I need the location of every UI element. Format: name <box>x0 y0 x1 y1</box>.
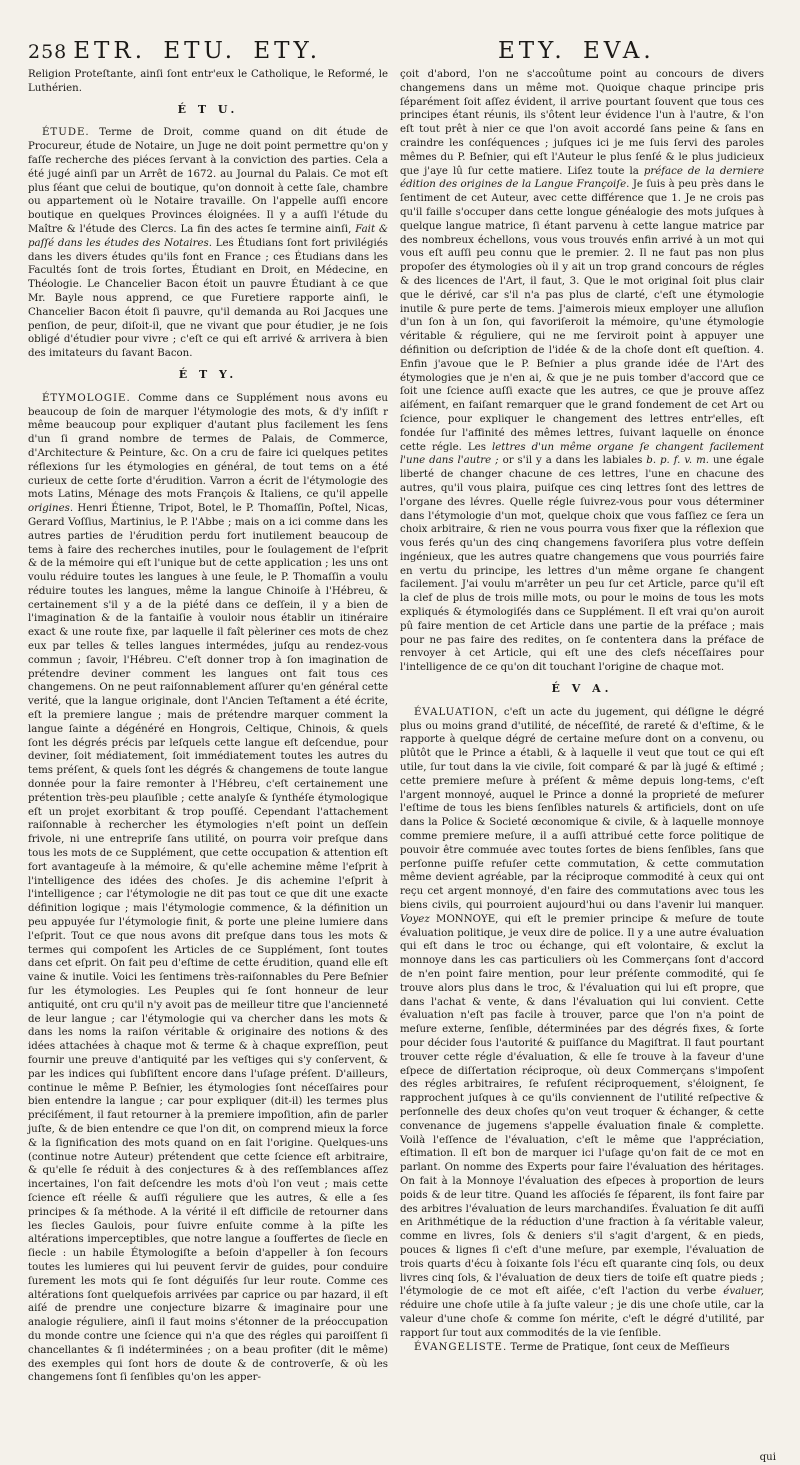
entry-evangeliste <box>400 1341 764 1355</box>
etude-italic: Fait & paſſé dans les études des Notaires. <box>28 223 388 249</box>
etymologie-continuation <box>400 68 764 675</box>
entry-evaluation <box>400 706 764 1341</box>
etymologie-italic: origines. <box>28 503 74 515</box>
entry-term-evangeliste: ÉVANGELISTE. <box>414 1341 508 1353</box>
continuation-text-d: une égale liberté de changer chacune de ces lettres, l'une en chacune des autres, qu'il vous plaira, puiſque ces cinq lettres ſont des lettres de l'organe des lévres. Quelle régle ſuivrez-vous pour vous déterminer dans l'étymologie d'un mot, quelque choix que vous faſſiez ce ſera un choix arbitraire, & rien ne vous pourra vous fixer que la réflexion que vous ferés qu'un des cinq changemens favoriſera plus votre deſſein ingénieux, que les autres quatre changemens que vous pourriés faire en vertu du principe, les lettres d'un même organe ſe changent facilement. J'ai voulu m'arrêter un peu ſur cet Article, parce qu'il eſt la clef de plus de trois mille mots, ou pour le moins de tous les mots expliqués & étymologiſés dans ce Supplément. Il eſt vrai qu'on auroit pû faire mention de cet Article dans une partie de la préface ; mais pour ne pas faire des redites, on ſe contentera dans la préface de renvoyer à cet Article, qui eſt une des clefs néceſſaires pour l'intelligence de ce qu'on dit touchant l'origine de chaque mot. <box>400 455 764 674</box>
continuation-text-b: Je ſuis à peu près dans le ſentiment de cet Auteur, avec cette différence que 1. Je ne crois pas qu'il faille s'occuper dans cette longue généalogie des mots juſques à quelque langue matrice, ſi étant parvenu à cette langue matrice par des nombreux échellons, vous vous trouvés enfin arrivé à un mot qui vous eſt auſſi peu connu que le premier. 2. Il ne faut pas non plus propoſer des étymologies où il y ait un trop grand concours de régles & des licences de l'Art, il faut, 3. Que le mot original ſoit plus clair que le dérivé, car s'il n'a pas plus de clarté, c'eſt une étymologie inutile & pure perte de tems. J'aimerois mieux employer une alluſion d'un ſon à un ſon, qui favoriſeroit la mémoire, qu'une étymologie véritable & réguliere, qui ne me ſerviroit point à appuyer une définition ou deſcription de l'idée & de la choſe dont eſt queſtion. 4. Enfin j'avoue que le P. Beſnier a plus grande idée de l'Art des étymologies que je n'en ai, & que je ne puis tomber d'accord que ce ſoit une ſcience auſſi exacte que les autres, ce que je prouve aſſez aiſément, en faiſant remarquer que le grand fondement de cet Art ou ſcience, pour expliquer le changement des lettres entr'elles, eſt fondée ſur l'affinité des mêmes lettres, ſuivant laquelle on énonce cette régle. Les <box>400 179 765 453</box>
continuation-italic-a: préface de la derniere édition des origines de la Langue Françoiſe. <box>400 165 764 191</box>
continuation-text-c: or s'il y a dans les labiales <box>498 455 647 467</box>
entry-etude <box>28 126 388 361</box>
continuation-text-a: çoit d'abord, l'on ne s'accoûtume point au concours de divers changemens dans un même mot. Quoique chaque principe pris ſéparément ſoit aſſez évident, il arrive pourtant ſouvent que tous ces principes étant réunis, ils s'ôtent leur évidence l'un à l'autre, & l'on eſt tout prêt à nier ce que l'on avoit accordé ſans peine & ſans en craindre les conſéquences ; juſques ici je me ſuis ſervi des paroles mêmes du P. Beſnier, qui eſt l'Auteur le plus ſenſé & le plus judicieux que j'aye lû ſur cette matiere. Liſez toute la <box>400 69 764 177</box>
evaluation-text-b: MONNOYE, qui eſt le premier principe & meſure de toute évaluation politique, je veux dire de police. Il y a une autre évaluation qui eſt dans le troc ou échange, qui eſt volontaire, & exclut la monnoye dans les cas particuliers où les Commerçans ſont d'accord de n'en point faire mention, pour leur préſente commodité, qui ſe trouve alors plus dans le troc, & l'évaluation qui lui eſt propre, que dans l'achat & vente, & dans l'évaluation qui lui convient. Cette évaluation n'eſt pas facile à trouver, parce que l'on n'a point de meſure externe, ſenſible, déterminées par des dégrés fixes, & ſorte pour décider ſous l'autorité & puiſſance du Magiſtrat. Il faut pourtant trouver cette régle d'évaluation, & elle ſe trouve à la faveur d'une eſpece de diſſertation réciproque, où deux Commerçans s'impoſent des régles arbitraires, ſe refuſent réciproquement, s'éloignent, ſe rapprochent juſques à ce qu'ils conviennent de l'utilité reſpective & perſonnelle des deux choſes qu'on veut troquer & échanger, & cette convenance de jugemens s'appelle évaluation finale & complette. Voilà l'eſſence de l'évaluation, c'eſt le même que l'appréciation, eſtimation. Il eſt bon de marquer ici l'uſage qu'on fait de ce mot en parlant. On nomme des Experts pour faire l'évaluation des héritages. On fait à la Monnoye l'évaluation des eſpeces à proportion de leurs poids & de leur titre. Quand les aſſociés ſe ſéparent, ils font faire par des arbitres l'évaluation de leurs marchandiſes. Évaluation ſe dit auſſi en Arithmétique de la réduction d'une fraction à ſa véritable valeur, comme en livres, ſols & deniers s'il s'agit d'argent, & en pieds, pouces & lignes ſi c'eſt d'une meſure, par exemple, l'évaluation de trois quarts d'écu à ſoixante ſols l'écu eſt quarante cinq ſols, ou deux livres cinq ſols, & l'évaluation de deux tiers de toiſe eſt quatre pieds ; l'étymologie de ce mot eſt aiſée, c'eſt l'action du verbe <box>400 913 764 1298</box>
etude-text-2: Les Étudians ſont fort privilégiés dans les divers études qu'ils font en France ; ces Étudians dans les Facultés ſont de trois ſortes, Étudiant en Droit, en Médecine, en Théologie. Le Chancelier Bacon étoit un pauvre Étudiant à ce que Mr. Bayle nous apprend, ce que Furetiere rapporte ainſi, le Chancelier Bacon étoit ſi pauvre, qu'il demanda au Roi Jacques une penſion, de peur, diſoit-il, que ne vivant que pour étudier, je ne ſois obligé d'étudier pour vivre ; c'eſt ce qui eſt arrivé & arrivera à bien des imitateurs du ſavant Bacon. <box>28 237 388 360</box>
entry-etymologie <box>28 392 388 1385</box>
running-header <box>28 38 776 68</box>
header-left <box>28 38 321 64</box>
catchword: qui <box>759 1452 776 1463</box>
etymologie-text-a: Comme dans ce Supplément nous avons eu beaucoup de ſoin de marquer l'étymologie des mots, & d'y inſiſt r même beaucoup pour expliquer d'autant plus facilement les ſens d'un ſi grand nombre de termes de Palais, de Commerce, d'Architecture & Peinture, &c. On a cru de faire ici quelques petites réflexions ſur les étymologies en général, de tout tems on a été curieux de cette ſorte d'érudition. Varron a écrit de l'étymologie des mots Latins, Ménage des mots François & Italiens, ce qu'il appelle <box>28 392 388 501</box>
running-head-right: ETY. EVA. <box>498 38 655 64</box>
entry-term-etymologie: ÉTYMOLOGIE. <box>42 392 131 404</box>
entry-term-etude: ÉTUDE. <box>42 127 90 139</box>
evaluation-text-c: réduire une choſe utile à ſa juſte valeur ; je dis une choſe utile, car la valeur d'une choſe & comme ſon mérite, c'eſt le dégré d'utilité, par rapport ſur tout aux commodités de la vie ſenſible. <box>400 1300 764 1339</box>
top-fragment: Religion Proteſtante, ainſi ſont entr'eux le Catholique, le Reformé, le Luthérien. <box>28 69 388 94</box>
section-head-ety: É T Y. <box>178 367 238 381</box>
right-column <box>400 68 764 1354</box>
etymologie-text-b: Henri Étienne, Tripot, Botel, le P. Thomaſſin, Poſtel, Nicas, Gerard Voſſius, Martinius, le P. l'Abbe ; mais on a ici comme dans les autres parties de l'érudition perdu fort inutilement beaucoup de tems à faire des recherches inutiles, pour le ſoulagement de l'eſprit & de la mémoire qui eſt l'unique but de cette application ; les uns ont voulu réduire toutes les langues à une ſeule, le P. Thomaſſin a voulu réduire toutes les langues, même la langue Chinoiſe à l'Hébreu, & certainement s'il y a de la piété dans ce deſſein, il y a bien de l'imagination & de la fantaiſie à vouloir nous établir un itinéraire exact & une route fixe, par laquelle il faît pèleriner ces mots de chez eux par telles & telles langues intermédes, juſqu au rendez-vous commun ; ſavoir, l'Hébreu. C'eſt donner trop à ſon imagination de prétendre deviner comment les langues ont fait tous ces changemens. On ne peut raiſonnablement aſſurer qu'en général cette verité, que la langue originale, dont l'Ancien Teſtament a été écrite, eſt la premiere langue ; mais de prétendre marquer comment la langue ſainte a dégénéré en Hongrois, Celtique, Chinois, & quels ſont les dégrés précis par leſquels cette langue eſt deſcendue, pour deviner, ſoit médiatement, ſoit immédiatement toutes les autres du tems préſent, & quels ſont les dégrés & changemens de toute langue donnée pour la faire remonter à l'Hébreu, c'eſt certainement une prétention très-peu plauſible ; cette analyſe & ſynthéſe étymologique eſt un projet exorbitant & trop pouſſé. Cependant l'attachement raiſonnable à rechercher les étymologies n'eſt point un deſſein frivole, ni une entrepriſe ſans utilité, on pourra voir preſque dans tous les mots de ce Supplément, que cette occupation & attention eſt fort avantageuſe à la mémoire, & qu'elle achemine même l'eſprit à l'intelligence des idées des choſes. Je dis achemine l'eſprit à l'intelligence ; car l'étymologie ne dit pas tout ce que dit une exacte définition logique ; mais l'étymologie commence, & la définition un peu appuyée ſur l'étymologie finit, & porte une pleine lumiere dans l'eſprit. Tout ce que nous avons dit preſque dans tous les mots & termes qui compoſent les Articles de ce Supplément, ſont toutes dans cet eſprit. On fait peu d'eſtime de cette érudition, quand elle eſt vaine & inutile. Voici les ſentimens très-raiſonnables du Pere Beſnier ſur les étymologies. Les Peuples qui ſe ſont honneur de leur antiquité, ont cru qu'il n'y avoit pas de meilleur titre que l'ancienneté de leur langue ; car l'étymologie qui va chercher dans les mots & dans les noms la raiſon véritable & originaire des notions & des idées attachées à chaque mot & terme & à chaque expreſſion, peut fournir une preuve d'antiquité par les veſtiges qui s'y conſervent, & par les indices qui ſubſiſtent encore dans l'uſage préſent. D'ailleurs, continue le même P. Beſnier, les étymologies ſont néceſſaires pour bien entendre la langue ; car pour expliquer (dit-il) les termes plus préciſément, il faut retourner à la premiere impoſition, afin de parler juſte, & de bien entendre ce que l'on dit, on comprend mieux la force & la ſignification des mots quand on en ſait l'origine. Quelques-uns (continue notre Auteur) prétendent que cette ſcience eſt arbitraire, & qu'elle ſe réduit à des conjectures & à des reſſemblances aſſez incertaines, l'on fait deſcendre les mots d'où l'on veut ; mais cette ſcience eſt réelle & auſſi réguliere que les autres, & elle a ſes principes & ſa méthode. A la vérité il eſt difficile de retourner dans les ſiecles Gaulois, pour ſuivre enſuite comme à la piſte les altérations imperceptibles, que notre langue a ſouffertes de ſiecle en ſiecle : un habile Étymologiſte a beſoin d'appeller à ſon ſecours toutes les lumieres qui lui peuvent ſervir de guides, pour conduire ſurement les mots qui ſe ſont déguiſés ſur leur route. Comme ces altérations ſont quelquefois arrivées par caprice ou par hazard, il eſt aiſé de prendre une conjecture bizarre & imaginaire pour une analogie réguliere, ainſi il faut moins s'étonner de la préoccupation du monde contre une ſcience qui n'a que des régles qui paroiſſent ſi chancellantes & ſi indéterminées ; on a beau profiter (dit le même) des exemples qui ſont hors de doute & de controverſe, & où les changemens ſont ſi ſenſibles qu'on les apper- <box>28 503 388 1384</box>
etude-text-1: Terme de Droit, comme quand on dit étude de Procureur, étude de Notaire, un Juge ne doit point permettre qu'on y faſſe recherche des piéces ſervant à la conviction des parties. Cela a été jugé ainſi par un Arrêt de 1672. au Journal du Palais. Ce mot eſt plus ſéant que celui de boutique, qu'on donnoit à cette ſale, chambre ou appartement où le Notaire travaille. On l'appelle auſſi encore boutique en quelques Provinces éloignées. Il y a auſſi l'étude du Maître & l'étude des Clercs. La fin des actes ſe termine ainſi, <box>28 127 388 235</box>
running-head-left: ETR. ETU. ETY. <box>73 38 322 64</box>
section-head-etu: É T U. <box>177 102 239 116</box>
page-number: 258 <box>28 41 68 63</box>
continuation-italic-c: b. p. f. v. m. <box>646 455 709 467</box>
continuation-italic-b: lettres d'un même organe ſe changent facilement l'une dans l'autre ; <box>400 441 765 467</box>
evaluation-italic-a: Voyez <box>400 913 430 925</box>
evaluation-text-a: c'eſt un acte du jugement, qui déſigne le dégré plus ou moins grand d'utilité, de néceſſité, de rareté & d'eſtime, & le rapporte à quelque dégré de certaine meſure dont on a convenu, ou plûtôt que le Prince a établi, & à laquelle il veut que tout ce qui eſt utile, ſur tout dans la vie civile, ſoit comparé & par là jugé & eſtimé ; cette premiere meſure à préſent & même depuis long-tems, c'eſt l'argent monnoyé, auquel le Prince a donné la proprieté de meſurer l'eſtime de tous les biens ſenſibles naturels & artificiels, dont on uſe dans la Police & Societé œconomique & civile, & à laquelle monnoye comme premiere meſure, il a auſſi attribué cette force politique de pouvoir être commuée avec toutes ſortes de biens ſenſibles, ſans que perſonne puiſſe refuſer cette commutation, & cette commutation même devient agréable, par la réciproque commodité à ceux qui ont reçu cet argent monnoyé, d'en faire des commutations avec tous les biens civils, qui pourroient aujourd'hui ou dans l'avenir lui manquer. <box>400 706 764 912</box>
section-head-eva: É V A. <box>551 682 613 696</box>
evangeliste-text: Terme de Pratique, ſont ceux de Meſſieurs <box>507 1341 730 1353</box>
evaluation-italic-b: évaluer, <box>723 1286 764 1298</box>
left-column <box>28 68 388 1385</box>
entry-term-evaluation: ÉVALUATION, <box>414 706 499 718</box>
